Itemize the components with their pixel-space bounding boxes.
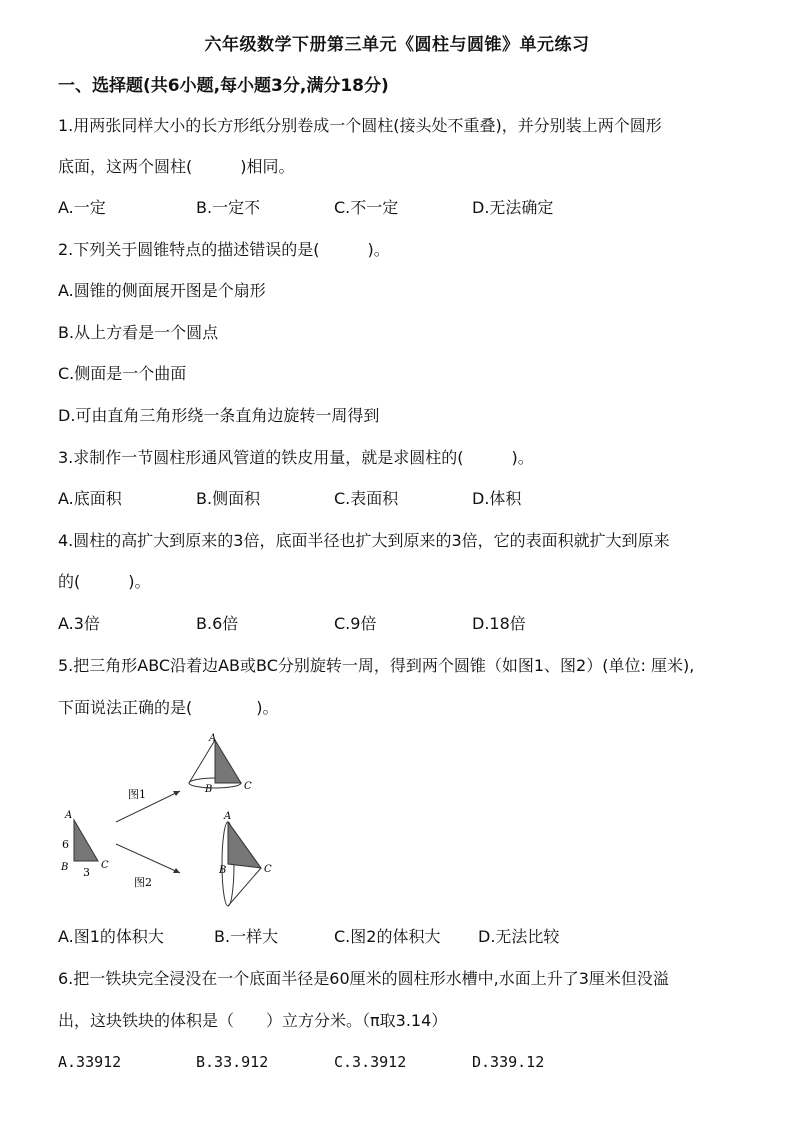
question-2-option-c: C.侧面是一个曲面 — [58, 364, 187, 383]
question-5-line-1: 5.把三角形ABC沿着边AB或BC分别旋转一周，得到两个圆锥（如图1、图2）(单位: 厘米), — [58, 656, 695, 675]
question-2-option-a: A.圆锥的侧面展开图是个扇形 — [58, 281, 266, 300]
question-4-option-d: D.18倍 — [472, 614, 526, 633]
label-a-fig2: A — [224, 811, 232, 822]
question-2-option-d: D.可由直角三角形绕一条直角边旋转一周得到 — [58, 406, 380, 425]
triangle-abc — [74, 820, 98, 861]
question-6-option-d: D.339.12 — [472, 1053, 545, 1071]
question-1-option-c: C.不一定 — [334, 198, 399, 217]
label-b-fig1: B — [205, 784, 213, 795]
question-1-line-2: 底面，这两个圆柱( )相同。 — [58, 157, 295, 176]
question-3-option-a: A.底面积 — [58, 489, 122, 508]
label-a-triangle: A — [65, 810, 73, 821]
question-5-option-a: A.图1的体积大 — [58, 927, 164, 946]
label-b-triangle: B — [61, 862, 69, 873]
question-6-option-a: A.33912 — [58, 1053, 122, 1071]
label-a-fig1: A — [209, 733, 217, 744]
question-5-option-c: C.图2的体积大 — [334, 927, 441, 946]
question-1-option-a: A.一定 — [58, 198, 106, 217]
question-6-option-b: B.33.912 — [196, 1053, 269, 1071]
question-2-option-b: B.从上方看是一个圆点 — [58, 323, 219, 342]
label-6: 6 — [62, 838, 69, 851]
question-5-line-2: 下面说法正确的是( )。 — [58, 698, 279, 717]
label-b-fig2: B — [219, 865, 227, 876]
section-heading: 一、选择题(共6小题,每小题3分,满分18分) — [58, 76, 389, 96]
question-4-option-a: A.3倍 — [58, 614, 100, 633]
fig2-label: 图2 — [134, 876, 152, 889]
question-1-option-d: D.无法确定 — [472, 198, 554, 217]
question-1-option-b: B.一定不 — [196, 198, 261, 217]
label-c-triangle: C — [101, 860, 109, 871]
cone-figure-2 — [218, 811, 272, 906]
label-c-fig2: C — [264, 864, 272, 875]
question-3-option-d: D.体积 — [472, 489, 522, 508]
page-title: 六年级数学下册第三单元《圆柱与圆锥》单元练习 — [204, 35, 590, 55]
arrow-to-fig1 — [116, 791, 180, 822]
question-4-option-c: C.9倍 — [334, 614, 377, 633]
question-3-line-1: 3.求制作一节圆柱形通风管道的铁皮用量，就是求圆柱的( )。 — [58, 448, 534, 467]
question-2-line-1: 2.下列关于圆锥特点的描述错误的是( )。 — [58, 240, 390, 259]
question-3-option-b: B.侧面积 — [196, 489, 261, 508]
cone-rotation-figure — [52, 730, 292, 920]
question-4-option-b: B.6倍 — [196, 614, 239, 633]
question-6-option-c: C.3.3912 — [334, 1053, 407, 1071]
question-5-option-b: B.一样大 — [214, 927, 279, 946]
question-1-line-1: 1.用两张同样大小的长方形纸分别卷成一个圆柱(接头处不重叠)，并分别装上两个圆形 — [58, 116, 662, 135]
label-3: 3 — [83, 866, 90, 879]
cone-figure-1 — [189, 733, 252, 795]
question-3-option-c: C.表面积 — [334, 489, 399, 508]
question-4-line-2: 的( )。 — [58, 572, 151, 591]
fig1-label: 图1 — [128, 788, 146, 801]
question-6-line-2: 出，这块铁块的体积是（ ）立方分米。（π取3.14） — [58, 1011, 448, 1030]
question-4-line-1: 4.圆柱的高扩大到原来的3倍，底面半径也扩大到原来的3倍，它的表面积就扩大到原来 — [58, 531, 670, 550]
question-6-line-1: 6.把一铁块完全浸没在一个底面半径是60厘米的圆柱形水槽中,水面上升了3厘米但没溢 — [58, 969, 669, 988]
question-5-option-d: D.无法比较 — [478, 927, 560, 946]
arrow-to-fig2 — [116, 844, 180, 873]
label-c-fig1: C — [244, 781, 252, 792]
